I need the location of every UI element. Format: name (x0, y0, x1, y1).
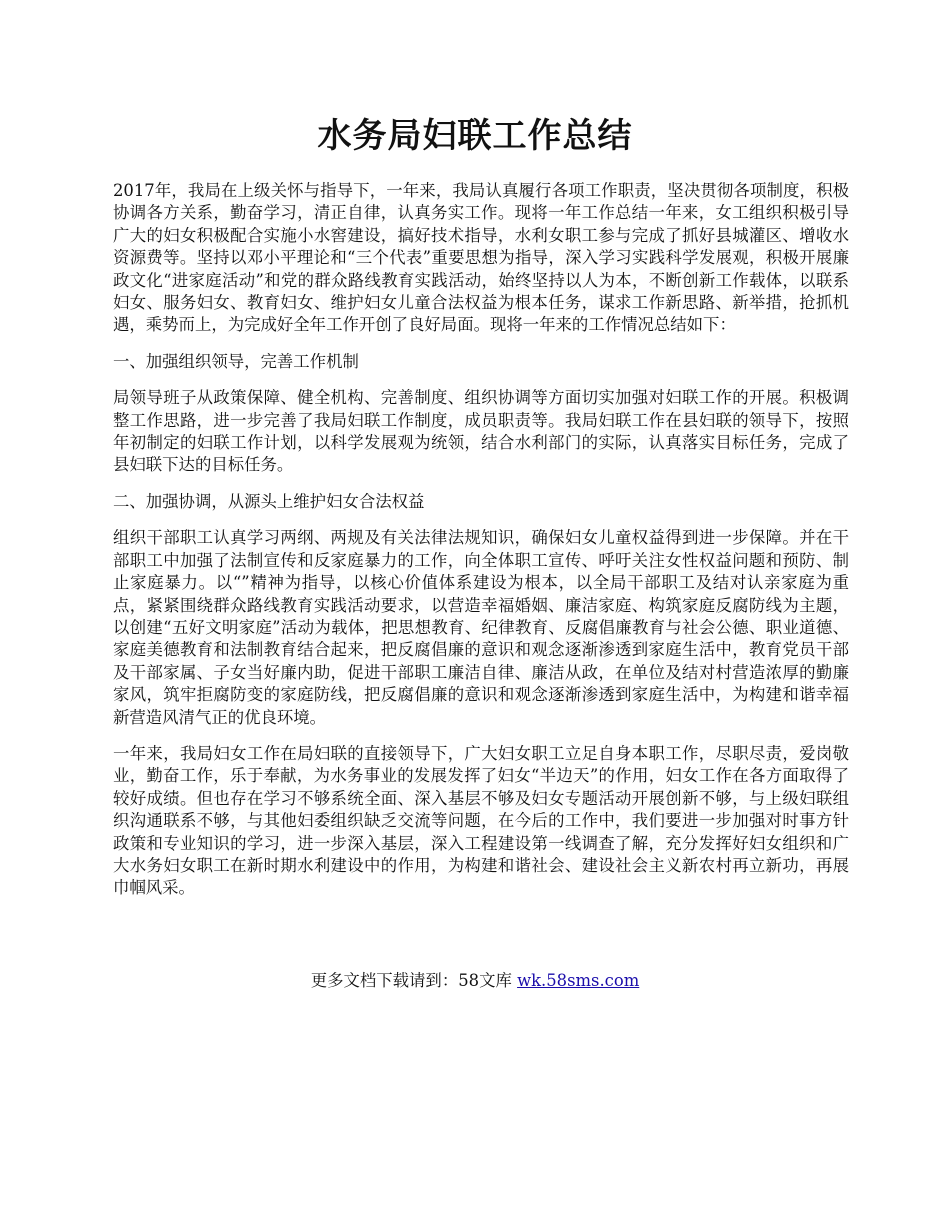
section-heading-1: 一、加强组织领导，完善工作机制 (113, 351, 359, 371)
document-body (113, 180, 849, 914)
section-1-paragraph: 局领导班子从政策保障、健全机构、完善制度、组织协调等方面切实加强对妇联工作的开展。积极调整工作思路，进一步完善了我局妇联工作制度，成员职责等。我局妇联工作在县妇联的领导下，按照年初制定的妇联工作计划，以科学发展观为统领，结合水利部门的实际，认真落实目标任务，完成了县妇联下达的目标任务。 (113, 388, 849, 475)
section-heading-2: 二、加强协调，从源头上维护妇女合法权益 (113, 491, 425, 511)
document-title: 水务局妇联工作总结 (317, 116, 633, 156)
section-2-paragraph: 组织干部职工认真学习两纲、两规及有关法律法规知识，确保妇女儿童权益得到进一步保障。并在干部职工中加强了法制宣传和反家庭暴力的工作，向全体职工宣传、呼吁关注女性权益问题和预防、制止家庭暴力。以“”精神为指导，以核心价值体系建设为根本，以全局干部职工及结对认亲家庭为重点，紧紧围绕群众路线教育实践活动要求，以营造幸福婚姻、廉洁家庭、构筑家庭反腐防线为主题，以创建“五好文明家庭”活动为载体，把思想教育、纪律教育、反腐倡廉教育与社会公德、职业道德、家庭美德教育和法制教育结合起来，把反腐倡廉的意识和观念逐渐渗透到家庭生活中，教育党员干部及干部家属、子女当好廉内助，促进干部职工廉洁自律、廉洁从政，在单位及结对村营造浓厚的勤廉家风，筑牢拒腐防变的家庭防线，把反腐倡廉的意识和观念逐渐渗透到家庭生活中，为构建和谐幸福新营造风清气正的优良环境。 (113, 528, 849, 727)
conclusion-paragraph: 一年来，我局妇女工作在局妇联的直接领导下，广大妇女职工立足自身本职工作，尽职尽责，爱岗敬业，勤奋工作，乐于奉献，为水务事业的发展发挥了妇女“半边天”的作用，妇女工作在各方面取得了较好成绩。但也存在学习不够系统全面、深入基层不够及妇女专题活动开展创新不够，与上级妇联组织沟通联系不够，与其他妇委组织缺乏交流等问题，在今后的工作中，我们要进一步加强对时事方针政策和专业知识的学习，进一步深入基层，深入工程建设第一线调查了解，充分发挥好妇女组织和广大水务妇女职工在新时期水利建设中的作用，为构建和谐社会、建设社会主义新农村再立新功，再展巾帼风采。 (113, 743, 849, 898)
intro-paragraph: 2017年，我局在上级关怀与指导下，一年来，我局认真履行各项工作职责，坚决贯彻各项制度，积极协调各方关系，勤奋学习，清正自律，认真务实工作。现将一年工作总结一年来，女工组织积极引导广大的妇女积极配合实施小水窖建设，搞好技术指导，水利女职工参与完成了抓好县城灌区、增收水资源费等。坚持以邓小平理论和“三个代表”重要思想为指导，深入学习实践科学发展观，积极开展廉政文化“进家庭活动”和党的群众路线教育实践活动，始终坚持以人为本，不断创新工作载体，以联系妇女、服务妇女、教育妇女、维护妇女儿童合法权益为根本任务，谋求工作新思路、新举措，抢抓机遇，乘势而上，为完成好全年工作开创了良好局面。现将一年来的工作情况总结如下： (113, 181, 849, 335)
download-link[interactable]: wk.58sms.com (517, 971, 640, 990)
footer-prefix-text: 更多文档下载请到：58文库 (310, 971, 518, 990)
download-footer (0, 970, 950, 992)
